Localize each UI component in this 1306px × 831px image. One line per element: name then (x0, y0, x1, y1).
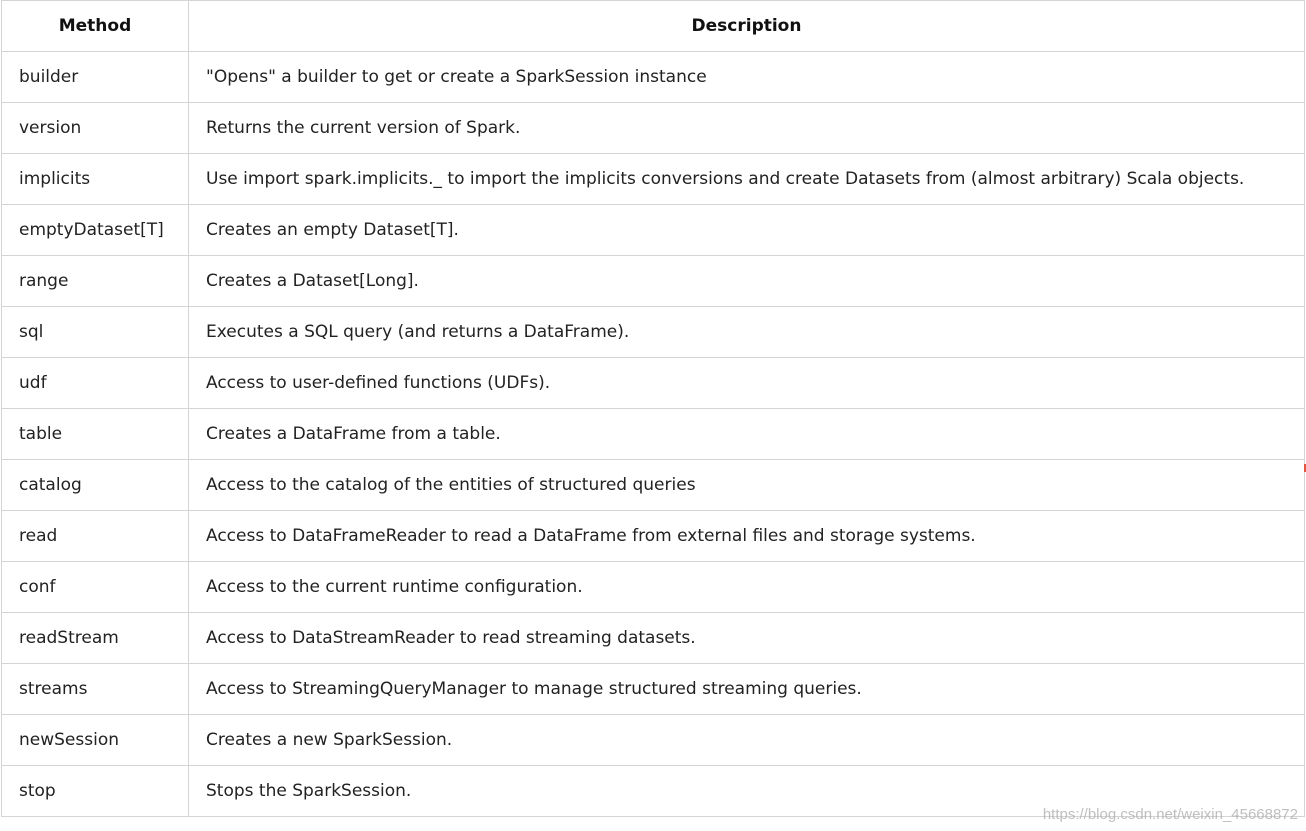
description-cell: Creates a DataFrame from a table. (189, 409, 1305, 460)
description-cell: Creates an empty Dataset[T]. (189, 205, 1305, 256)
description-cell: Access to StreamingQueryManager to manage structured streaming queries. (189, 664, 1305, 715)
description-cell: "Opens" a builder to get or create a SparkSession instance (189, 52, 1305, 103)
method-cell: table (2, 409, 189, 460)
method-cell: range (2, 256, 189, 307)
table-row (2, 103, 1305, 154)
method-cell: streams (2, 664, 189, 715)
description-cell: Executes a SQL query (and returns a DataFrame). (189, 307, 1305, 358)
table-row (2, 715, 1305, 766)
table-row (2, 205, 1305, 256)
method-cell: udf (2, 358, 189, 409)
description-cell: Access to user-defined functions (UDFs). (189, 358, 1305, 409)
table-body (2, 52, 1305, 817)
description-cell: Stops the SparkSession. (189, 766, 1305, 817)
header-method: Method (2, 1, 189, 52)
description-cell: Access to DataStreamReader to read streaming datasets. (189, 613, 1305, 664)
method-cell: sql (2, 307, 189, 358)
table-row (2, 664, 1305, 715)
method-cell: emptyDataset[T] (2, 205, 189, 256)
table-row (2, 460, 1305, 511)
watermark: https://blog.csdn.net/weixin_45668872 (1042, 806, 1298, 823)
method-cell: version (2, 103, 189, 154)
description-cell: Access to the catalog of the entities of structured queries (189, 460, 1305, 511)
method-cell: builder (2, 52, 189, 103)
table-row (2, 562, 1305, 613)
description-cell: Access to the current runtime configuration. (189, 562, 1305, 613)
header-description: Description (189, 1, 1305, 52)
method-cell: newSession (2, 715, 189, 766)
method-cell: conf (2, 562, 189, 613)
method-cell: read (2, 511, 189, 562)
method-cell: catalog (2, 460, 189, 511)
description-cell: Returns the current version of Spark. (189, 103, 1305, 154)
description-cell: Creates a new SparkSession. (189, 715, 1305, 766)
table-row (2, 613, 1305, 664)
table-row (2, 511, 1305, 562)
method-cell: readStream (2, 613, 189, 664)
table-header (2, 1, 1305, 52)
method-cell: implicits (2, 154, 189, 205)
methods-table (1, 0, 1305, 817)
table-row (2, 409, 1305, 460)
table-row (2, 307, 1305, 358)
method-cell: stop (2, 766, 189, 817)
table-row (2, 52, 1305, 103)
description-cell: Creates a Dataset[Long]. (189, 256, 1305, 307)
table-row (2, 358, 1305, 409)
header-row (2, 1, 1305, 52)
description-cell: Access to DataFrameReader to read a DataFrame from external files and storage systems. (189, 511, 1305, 562)
description-cell: Use import spark.implicits._ to import the implicits conversions and create Datasets from (almost arbitrary) Scala objects. (189, 154, 1305, 205)
table-row (2, 154, 1305, 205)
table-row (2, 256, 1305, 307)
